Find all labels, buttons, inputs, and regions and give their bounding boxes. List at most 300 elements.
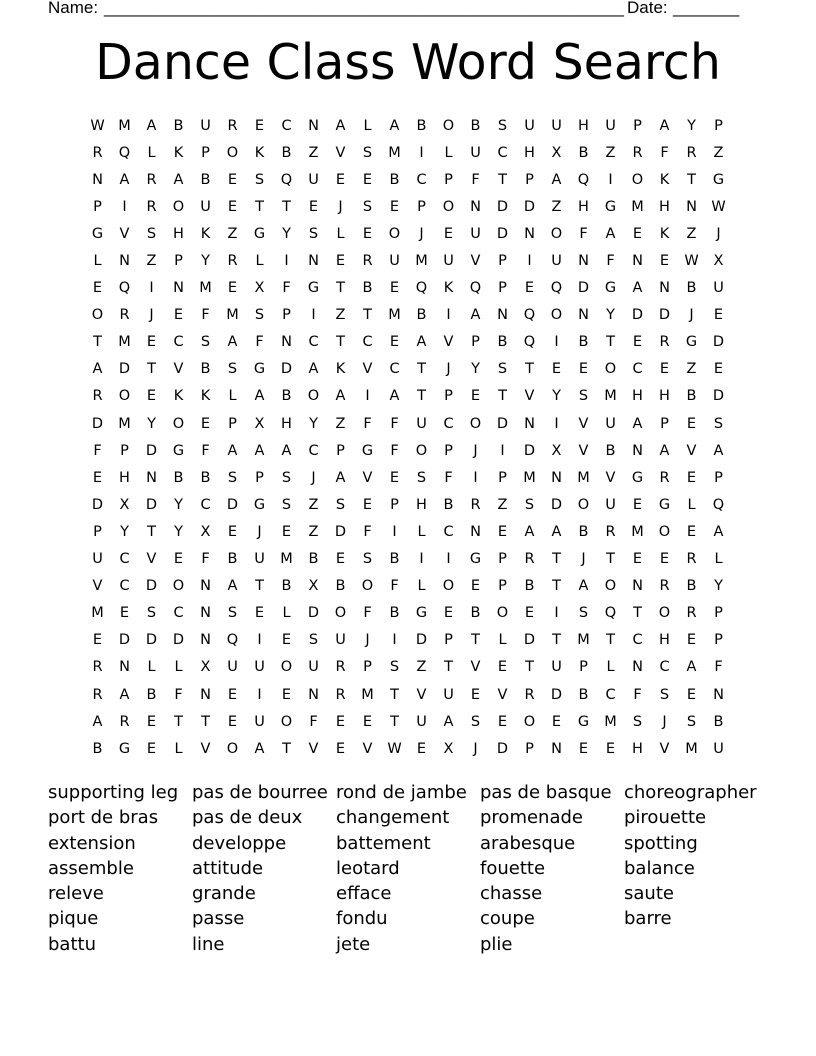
grid-letter[interactable]: E (659, 361, 670, 378)
grid-letter[interactable]: A (92, 361, 103, 378)
grid-letter[interactable]: F (282, 280, 291, 297)
grid-letter[interactable]: C (308, 334, 319, 351)
grid-letter[interactable]: H (524, 144, 535, 161)
grid-letter[interactable]: I (149, 280, 154, 297)
grid-letter[interactable]: E (362, 225, 373, 242)
grid-letter[interactable]: I (527, 253, 532, 270)
grid-letter[interactable]: E (335, 171, 346, 188)
grid-letter[interactable]: M (631, 523, 644, 540)
grid-letter[interactable]: O (172, 415, 185, 432)
grid-letter[interactable]: M (523, 469, 536, 486)
grid-letter[interactable]: J (581, 551, 586, 568)
grid-letter[interactable]: P (498, 253, 507, 270)
grid-letter[interactable]: P (714, 469, 723, 486)
grid-letter[interactable]: R (686, 551, 697, 568)
grid-letter[interactable]: A (173, 171, 184, 188)
grid-letter[interactable]: U (92, 551, 103, 568)
grid-letter[interactable]: O (550, 225, 563, 242)
grid-letter[interactable]: B (578, 334, 589, 351)
grid-letter[interactable]: T (471, 632, 480, 649)
grid-letter[interactable]: N (632, 442, 643, 459)
grid-letter[interactable]: D (496, 415, 509, 432)
grid-letter[interactable]: A (416, 334, 427, 351)
grid-letter[interactable]: N (119, 253, 130, 270)
grid-letter[interactable]: O (442, 578, 455, 595)
grid-letter[interactable]: D (712, 334, 725, 351)
grid-letter[interactable]: J (149, 307, 154, 324)
grid-letter[interactable]: R (335, 659, 346, 676)
grid-letter[interactable]: B (281, 144, 292, 161)
grid-letter[interactable]: X (443, 740, 454, 757)
grid-letter[interactable]: Y (606, 307, 615, 324)
grid-letter[interactable]: D (145, 632, 158, 649)
grid-letter[interactable]: E (308, 198, 319, 215)
grid-letter[interactable]: U (335, 632, 346, 649)
grid-letter[interactable]: U (200, 198, 211, 215)
grid-letter[interactable]: E (335, 713, 346, 730)
grid-letter[interactable]: E (227, 171, 238, 188)
grid-letter[interactable]: E (632, 496, 643, 513)
grid-letter[interactable]: R (362, 253, 373, 270)
grid-letter[interactable]: E (335, 253, 346, 270)
grid-letter[interactable]: Z (227, 225, 238, 242)
grid-letter[interactable]: D (523, 442, 536, 459)
grid-letter[interactable]: O (388, 225, 401, 242)
grid-letter[interactable]: A (146, 117, 157, 134)
grid-letter[interactable]: Z (335, 307, 346, 324)
grid-letter[interactable]: E (281, 523, 292, 540)
grid-letter[interactable]: Z (497, 496, 508, 513)
grid-letter[interactable]: S (470, 713, 481, 730)
grid-letter[interactable]: S (362, 198, 373, 215)
grid-letter[interactable]: A (254, 740, 265, 757)
grid-letter[interactable]: D (118, 632, 131, 649)
grid-letter[interactable]: B (470, 605, 481, 622)
grid-letter[interactable]: U (389, 253, 400, 270)
grid-letter[interactable]: T (336, 334, 345, 351)
grid-letter[interactable]: E (227, 713, 238, 730)
grid-letter[interactable]: N (308, 253, 319, 270)
grid-letter[interactable]: N (497, 307, 508, 324)
grid-letter[interactable]: A (92, 713, 103, 730)
grid-letter[interactable]: V (470, 253, 481, 270)
grid-letter[interactable]: O (442, 117, 455, 134)
grid-letter[interactable]: E (362, 171, 373, 188)
grid-letter[interactable]: B (686, 280, 697, 297)
grid-letter[interactable]: E (254, 117, 265, 134)
grid-letter[interactable]: T (525, 659, 534, 676)
grid-letter[interactable]: S (254, 171, 265, 188)
grid-letter[interactable]: J (473, 442, 478, 459)
grid-letter[interactable]: J (716, 225, 721, 242)
grid-letter[interactable]: H (281, 415, 292, 432)
grid-letter[interactable]: N (578, 253, 589, 270)
grid-letter[interactable]: O (118, 388, 131, 405)
grid-letter[interactable]: A (524, 523, 535, 540)
grid-letter[interactable]: P (444, 388, 453, 405)
grid-letter[interactable]: O (361, 578, 374, 595)
grid-letter[interactable]: D (307, 605, 320, 622)
grid-letter[interactable]: G (253, 225, 266, 242)
grid-letter[interactable]: C (119, 551, 130, 568)
grid-letter[interactable]: O (604, 578, 617, 595)
grid-letter[interactable]: T (606, 551, 615, 568)
grid-letter[interactable]: E (443, 605, 454, 622)
grid-letter[interactable]: S (335, 496, 346, 513)
grid-letter[interactable]: O (550, 307, 563, 324)
grid-letter[interactable]: A (335, 388, 346, 405)
grid-letter[interactable]: Q (550, 280, 563, 297)
grid-letter[interactable]: T (93, 334, 102, 351)
grid-letter[interactable]: U (443, 253, 454, 270)
grid-letter[interactable]: E (497, 713, 508, 730)
grid-letter[interactable]: B (443, 496, 454, 513)
grid-letter[interactable]: N (578, 307, 589, 324)
grid-letter[interactable]: M (604, 388, 617, 405)
grid-letter[interactable]: A (659, 442, 670, 459)
grid-letter[interactable]: U (551, 659, 562, 676)
grid-letter[interactable]: U (227, 659, 238, 676)
grid-letter[interactable]: U (416, 415, 427, 432)
grid-letter[interactable]: C (416, 171, 427, 188)
grid-letter[interactable]: P (714, 632, 723, 649)
grid-letter[interactable]: T (336, 280, 345, 297)
grid-letter[interactable]: I (554, 605, 559, 622)
grid-letter[interactable]: E (335, 551, 346, 568)
grid-letter[interactable]: C (443, 415, 454, 432)
grid-letter[interactable]: E (389, 334, 400, 351)
grid-letter[interactable]: C (281, 117, 292, 134)
grid-letter[interactable]: A (659, 117, 670, 134)
grid-letter[interactable]: E (362, 496, 373, 513)
grid-letter[interactable]: U (308, 659, 319, 676)
grid-letter[interactable]: F (174, 686, 183, 703)
grid-letter[interactable]: A (227, 442, 238, 459)
grid-letter[interactable]: S (659, 686, 670, 703)
grid-letter[interactable]: P (336, 442, 345, 459)
grid-letter[interactable]: Q (118, 280, 131, 297)
grid-letter[interactable]: F (309, 713, 318, 730)
grid-letter[interactable]: R (470, 496, 481, 513)
grid-letter[interactable]: E (281, 632, 292, 649)
grid-letter[interactable]: H (632, 388, 643, 405)
grid-letter[interactable]: R (92, 388, 103, 405)
grid-letter[interactable]: T (606, 334, 615, 351)
grid-letter[interactable]: N (281, 334, 292, 351)
grid-letter[interactable]: O (280, 659, 293, 676)
grid-letter[interactable]: E (281, 686, 292, 703)
grid-letter[interactable]: A (389, 117, 400, 134)
grid-letter[interactable]: T (633, 605, 642, 622)
grid-letter[interactable]: K (659, 171, 670, 188)
grid-letter[interactable]: S (497, 361, 508, 378)
grid-letter[interactable]: L (147, 144, 156, 161)
grid-letter[interactable]: U (551, 117, 562, 134)
grid-letter[interactable]: A (254, 388, 265, 405)
grid-letter[interactable]: P (444, 632, 453, 649)
grid-letter[interactable]: P (498, 469, 507, 486)
grid-letter[interactable]: R (92, 144, 103, 161)
grid-letter[interactable]: C (308, 442, 319, 459)
grid-letter[interactable]: P (471, 334, 480, 351)
grid-letter[interactable]: M (415, 253, 428, 270)
grid-letter[interactable]: D (91, 496, 104, 513)
grid-letter[interactable]: L (93, 253, 102, 270)
grid-letter[interactable]: D (496, 225, 509, 242)
grid-letter[interactable]: B (92, 740, 103, 757)
grid-letter[interactable]: R (92, 659, 103, 676)
grid-letter[interactable]: L (228, 388, 237, 405)
grid-letter[interactable]: P (93, 198, 102, 215)
grid-letter[interactable]: I (446, 307, 451, 324)
grid-letter[interactable]: N (92, 171, 103, 188)
grid-letter[interactable]: E (497, 659, 508, 676)
grid-letter[interactable]: S (254, 307, 265, 324)
grid-letter[interactable]: M (631, 198, 644, 215)
grid-letter[interactable]: B (605, 442, 616, 459)
grid-letter[interactable]: Y (309, 415, 318, 432)
grid-letter[interactable]: B (389, 551, 400, 568)
grid-letter[interactable]: P (390, 496, 399, 513)
grid-letter[interactable]: N (551, 469, 562, 486)
grid-letter[interactable]: T (174, 713, 183, 730)
grid-letter[interactable]: C (173, 605, 184, 622)
grid-letter[interactable]: T (498, 171, 507, 188)
grid-letter[interactable]: L (174, 659, 183, 676)
grid-letter[interactable]: G (604, 198, 617, 215)
grid-letter[interactable]: U (605, 117, 616, 134)
grid-letter[interactable]: E (335, 740, 346, 757)
grid-letter[interactable]: B (200, 171, 211, 188)
grid-letter[interactable]: W (90, 117, 105, 134)
grid-letter[interactable]: E (146, 388, 157, 405)
grid-letter[interactable]: V (578, 415, 589, 432)
grid-letter[interactable]: V (659, 740, 670, 757)
grid-letter[interactable]: R (146, 171, 157, 188)
date-blank-line[interactable]: _______ (673, 0, 740, 17)
grid-letter[interactable]: T (552, 578, 561, 595)
grid-letter[interactable]: F (255, 334, 264, 351)
grid-letter[interactable]: Z (308, 523, 319, 540)
grid-letter[interactable]: S (362, 551, 373, 568)
grid-letter[interactable]: E (632, 334, 643, 351)
grid-letter[interactable]: Q (415, 280, 428, 297)
grid-letter[interactable]: R (659, 469, 670, 486)
grid-letter[interactable]: C (632, 632, 643, 649)
grid-letter[interactable]: M (280, 551, 293, 568)
grid-letter[interactable]: Z (605, 144, 616, 161)
grid-letter[interactable]: F (201, 442, 210, 459)
grid-letter[interactable]: A (119, 171, 130, 188)
grid-letter[interactable]: Z (146, 253, 157, 270)
grid-letter[interactable]: B (713, 713, 724, 730)
grid-letter[interactable]: F (363, 605, 372, 622)
grid-letter[interactable]: I (284, 253, 289, 270)
grid-letter[interactable]: R (335, 686, 346, 703)
grid-letter[interactable]: E (227, 686, 238, 703)
grid-letter[interactable]: E (227, 280, 238, 297)
grid-letter[interactable]: E (443, 225, 454, 242)
grid-letter[interactable]: O (415, 442, 428, 459)
grid-letter[interactable]: U (254, 659, 265, 676)
grid-letter[interactable]: L (498, 632, 507, 649)
grid-letter[interactable]: R (686, 605, 697, 622)
grid-letter[interactable]: D (145, 578, 158, 595)
grid-letter[interactable]: I (392, 632, 397, 649)
grid-letter[interactable]: N (524, 225, 535, 242)
grid-letter[interactable]: S (281, 496, 292, 513)
grid-letter[interactable]: C (200, 496, 211, 513)
grid-letter[interactable]: U (470, 225, 481, 242)
grid-letter[interactable]: T (255, 198, 264, 215)
grid-letter[interactable]: F (390, 578, 399, 595)
name-blank-line[interactable]: _______________________________________________________ (104, 0, 625, 17)
grid-letter[interactable]: R (119, 713, 130, 730)
grid-letter[interactable]: F (714, 659, 723, 676)
grid-letter[interactable]: R (119, 307, 130, 324)
grid-letter[interactable]: K (173, 144, 184, 161)
grid-letter[interactable]: G (685, 334, 698, 351)
grid-letter[interactable]: D (334, 523, 347, 540)
grid-letter[interactable]: A (281, 442, 292, 459)
grid-letter[interactable]: H (578, 198, 589, 215)
grid-letter[interactable]: O (334, 605, 347, 622)
grid-letter[interactable]: R (524, 686, 535, 703)
grid-letter[interactable]: I (500, 442, 505, 459)
grid-letter[interactable]: N (173, 280, 184, 297)
grid-letter[interactable]: B (416, 307, 427, 324)
grid-letter[interactable]: B (389, 605, 400, 622)
grid-letter[interactable]: J (446, 361, 451, 378)
grid-letter[interactable]: E (254, 605, 265, 622)
grid-letter[interactable]: A (227, 334, 238, 351)
grid-letter[interactable]: K (173, 388, 184, 405)
grid-letter[interactable]: E (632, 225, 643, 242)
grid-letter[interactable]: H (632, 740, 643, 757)
grid-letter[interactable]: P (714, 117, 723, 134)
grid-letter[interactable]: S (308, 632, 319, 649)
grid-letter[interactable]: T (201, 713, 210, 730)
grid-letter[interactable]: E (227, 523, 238, 540)
grid-letter[interactable]: D (658, 307, 671, 324)
grid-letter[interactable]: O (172, 198, 185, 215)
grid-letter[interactable]: A (632, 415, 643, 432)
grid-letter[interactable]: E (146, 740, 157, 757)
grid-letter[interactable]: O (658, 523, 671, 540)
grid-letter[interactable]: O (658, 605, 671, 622)
grid-letter[interactable]: B (200, 469, 211, 486)
grid-letter[interactable]: F (201, 307, 210, 324)
grid-letter[interactable]: Y (201, 253, 210, 270)
grid-letter[interactable]: I (419, 144, 424, 161)
grid-letter[interactable]: B (497, 334, 508, 351)
grid-letter[interactable]: G (712, 171, 725, 188)
grid-letter[interactable]: U (713, 280, 724, 297)
grid-letter[interactable]: O (523, 713, 536, 730)
grid-letter[interactable]: S (497, 117, 508, 134)
grid-letter[interactable]: F (633, 686, 642, 703)
grid-letter[interactable]: S (578, 388, 589, 405)
grid-letter[interactable]: H (578, 117, 589, 134)
grid-letter[interactable]: P (201, 144, 210, 161)
grid-letter[interactable]: M (388, 144, 401, 161)
grid-letter[interactable]: V (362, 740, 373, 757)
grid-letter[interactable]: Z (551, 198, 562, 215)
grid-letter[interactable]: I (554, 415, 559, 432)
grid-letter[interactable]: T (390, 713, 399, 730)
grid-letter[interactable]: V (578, 442, 589, 459)
grid-letter[interactable]: T (606, 632, 615, 649)
grid-letter[interactable]: K (254, 144, 265, 161)
grid-letter[interactable]: C (389, 361, 400, 378)
grid-letter[interactable]: N (200, 578, 211, 595)
grid-letter[interactable]: S (227, 469, 238, 486)
grid-letter[interactable]: E (173, 307, 184, 324)
grid-letter[interactable]: E (92, 632, 103, 649)
grid-letter[interactable]: P (498, 280, 507, 297)
grid-letter[interactable]: G (631, 469, 644, 486)
grid-letter[interactable]: G (415, 605, 428, 622)
grid-letter[interactable]: G (253, 496, 266, 513)
grid-letter[interactable]: O (577, 496, 590, 513)
grid-letter[interactable]: U (200, 117, 211, 134)
grid-letter[interactable]: Y (687, 117, 696, 134)
grid-letter[interactable]: G (658, 496, 671, 513)
grid-letter[interactable]: Q (604, 605, 617, 622)
grid-letter[interactable]: D (145, 496, 158, 513)
grid-letter[interactable]: U (605, 496, 616, 513)
grid-letter[interactable]: L (255, 253, 264, 270)
grid-letter[interactable]: K (200, 388, 211, 405)
grid-letter[interactable]: O (91, 307, 104, 324)
grid-letter[interactable]: V (416, 686, 427, 703)
grid-letter[interactable]: R (227, 117, 238, 134)
grid-letter[interactable]: O (172, 578, 185, 595)
grid-letter[interactable]: L (174, 740, 183, 757)
grid-letter[interactable]: S (713, 415, 724, 432)
grid-letter[interactable]: L (714, 551, 723, 568)
grid-letter[interactable]: S (416, 469, 427, 486)
grid-letter[interactable]: M (577, 632, 590, 649)
grid-letter[interactable]: Y (471, 361, 480, 378)
grid-letter[interactable]: S (389, 659, 400, 676)
grid-letter[interactable]: X (200, 659, 211, 676)
grid-letter[interactable]: M (577, 469, 590, 486)
grid-letter[interactable]: E (200, 415, 211, 432)
grid-letter[interactable]: V (497, 686, 508, 703)
grid-letter[interactable]: W (711, 198, 726, 215)
grid-letter[interactable]: R (146, 198, 157, 215)
grid-letter[interactable]: E (497, 523, 508, 540)
grid-letter[interactable]: I (257, 632, 262, 649)
grid-letter[interactable]: T (147, 361, 156, 378)
grid-letter[interactable]: L (417, 578, 426, 595)
grid-letter[interactable]: E (551, 713, 562, 730)
grid-letter[interactable]: M (118, 415, 131, 432)
grid-letter[interactable]: Y (714, 578, 723, 595)
grid-letter[interactable]: D (523, 632, 536, 649)
grid-letter[interactable]: A (119, 686, 130, 703)
grid-letter[interactable]: O (226, 144, 239, 161)
grid-letter[interactable]: E (470, 578, 481, 595)
grid-letter[interactable]: S (578, 605, 589, 622)
grid-letter[interactable]: Q (118, 144, 131, 161)
grid-letter[interactable]: A (227, 578, 238, 595)
grid-letter[interactable]: O (226, 740, 239, 757)
grid-letter[interactable]: C (605, 686, 616, 703)
grid-letter[interactable]: P (228, 415, 237, 432)
grid-letter[interactable]: U (551, 253, 562, 270)
